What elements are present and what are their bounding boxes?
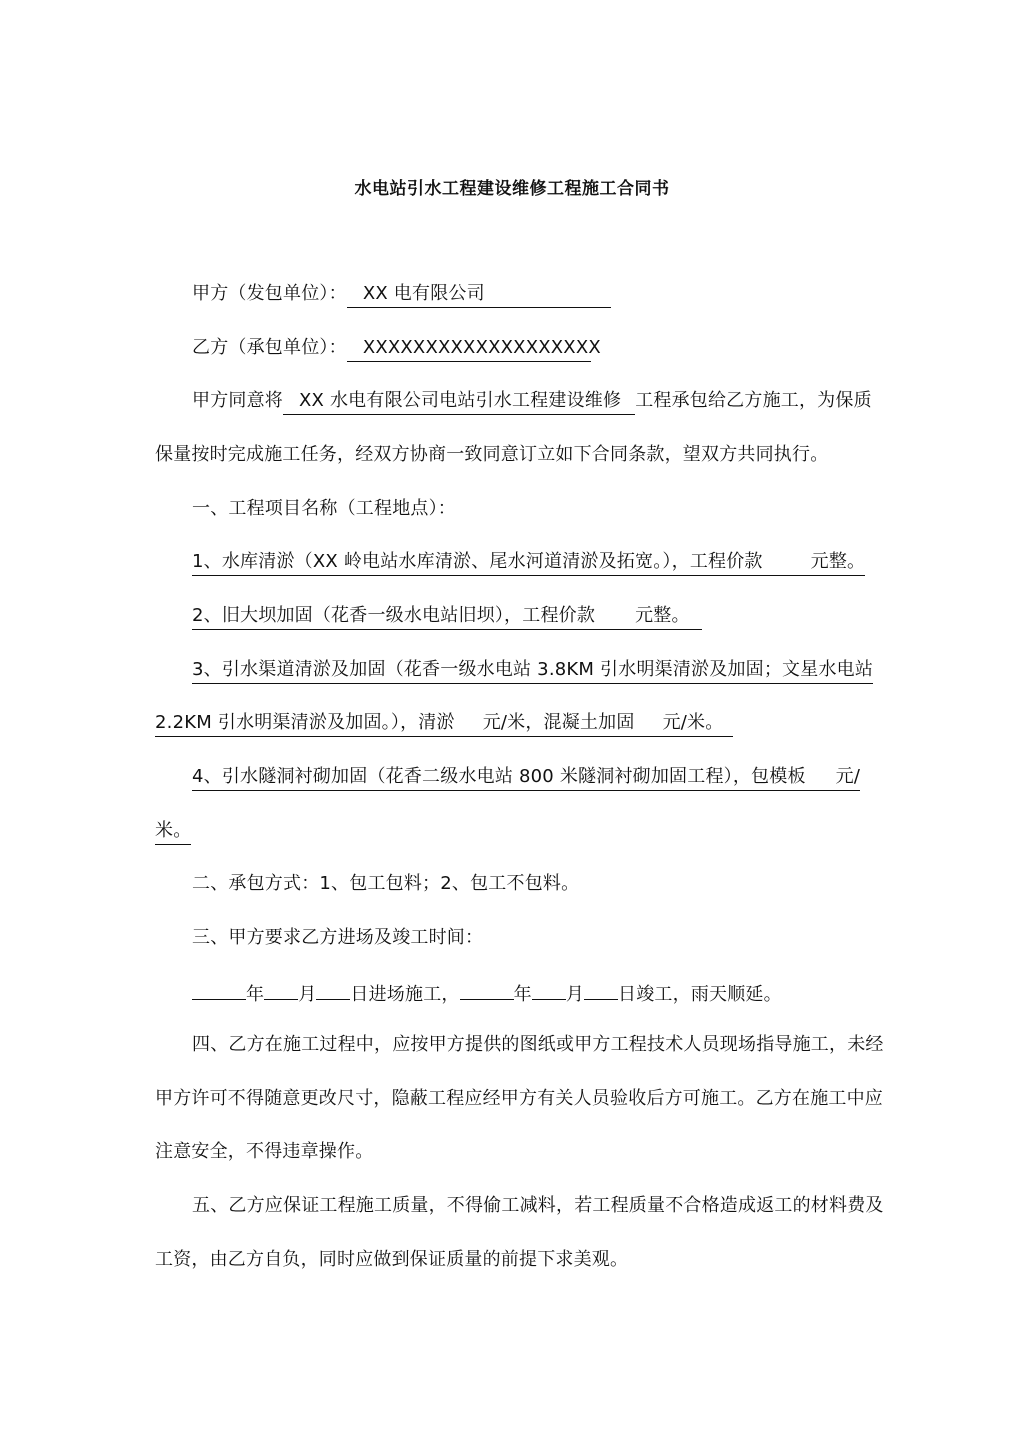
section5-line-2: 工资，由乙方自负，同时应做到保证质量的前提下求美观。	[155, 1249, 629, 1270]
section4-line-2: 甲方许可不得随意更改尺寸，隐蔽工程应经甲方有关人员验收后方可施工。乙方在施工中应	[155, 1088, 883, 1109]
section1-item2-line	[155, 601, 912, 631]
party-a-value: XX 电有限公司	[362, 283, 485, 304]
complete-day-blank	[584, 977, 618, 1000]
section1-item1-end: 元整。	[810, 551, 866, 572]
section1-item1-line	[155, 547, 912, 577]
section1-heading: 一、工程项目名称（工程地点）：	[192, 498, 456, 519]
section1-item4-text1	[192, 765, 860, 791]
section1-item4-line1	[155, 762, 912, 792]
section1-item4-line2	[155, 816, 875, 846]
intro-line-2: 保量按时完成施工任务，经双方协商一致同意订立如下合同条款，望双方共同执行。	[155, 444, 829, 465]
section5-line-1: 五、乙方应保证工程施工质量，不得偷工减料，若工程质量不合格造成返工的材料费及	[192, 1195, 884, 1216]
entry-year-label: 年	[246, 984, 265, 1005]
document-title: 水电站引水工程建设维修工程施工合同书	[354, 179, 670, 199]
party-b-line	[155, 333, 912, 363]
party-a-label: 甲方（发包单位）：	[192, 283, 347, 304]
complete-month-blank	[532, 977, 566, 1000]
entry-day-blank	[316, 977, 350, 1000]
section3-heading: 三、甲方要求乙方进场及竣工时间：	[192, 927, 484, 948]
section1-item3-part-a: 2.2KM 引水明渠清淤及加固。），清淤	[155, 712, 455, 733]
intro-suffix: 工程承包给乙方施工，为保质	[635, 390, 872, 411]
section1-item4-end: 元/	[835, 766, 861, 787]
section2: 二、承包方式：1、包工包料；2、包工不包料。	[192, 873, 580, 894]
complete-year-blank	[460, 977, 514, 1000]
section4-line-1: 四、乙方在施工过程中，应按甲方提供的图纸或甲方工程技术人员现场指导施工，未经	[192, 1034, 884, 1055]
section1-item2	[192, 604, 702, 630]
section1-item3-text2	[155, 711, 733, 737]
entry-year-blank	[192, 977, 246, 1000]
section1-item3-text1: 3、引水渠道清淤及加固（花香一级水电站 3.8KM 引水明渠清淤及加固；文星水电站	[192, 658, 873, 684]
section1-item3-part-c: 元/米。	[662, 712, 724, 733]
section1-item3-line1	[155, 655, 912, 685]
party-a-line	[155, 279, 912, 309]
intro-project: XX 水电有限公司电站引水工程建设维修	[283, 389, 635, 415]
entry-month-label: 月	[298, 984, 317, 1005]
party-b-label: 乙方（承包单位）：	[192, 337, 347, 358]
section1-item4-text2: 米。	[155, 819, 191, 845]
section1-item1-text: 1、水库清淤（XX 岭电站水库清淤、尾水河道清淤及拓宽。），工程价款	[192, 551, 763, 572]
section1-item3-line2	[155, 708, 875, 738]
party-b-value-field	[347, 336, 601, 362]
intro-prefix: 甲方同意将	[192, 390, 283, 411]
complete-month-label: 月	[565, 984, 585, 1005]
party-b-value: XXXXXXXXXXXXXXXXXXX	[362, 337, 601, 358]
entry-label: 日进场施工，	[350, 984, 460, 1005]
section4-line-3: 注意安全，不得违章操作。	[155, 1141, 374, 1162]
party-a-value-field	[347, 282, 611, 308]
section1-item2-end: 元整。	[635, 605, 690, 626]
section1-item2-text: 2、旧大坝加固（花香一级水电站旧坝），工程价款	[192, 605, 596, 626]
section1-item1	[192, 550, 865, 576]
section1-item4-main: 4、引水隧洞衬砌加固（花香二级水电站 800 米隧洞衬砌加固工程），包模板	[192, 766, 806, 787]
complete-year-label: 年	[513, 984, 532, 1005]
intro-line-1	[155, 386, 912, 416]
section3-dates-line	[155, 977, 912, 1010]
entry-month-blank	[264, 977, 298, 1000]
complete-label: 日竣工，雨天顺延。	[618, 984, 782, 1005]
section1-item3-part-b: 元/米，混凝土加固	[482, 712, 635, 733]
